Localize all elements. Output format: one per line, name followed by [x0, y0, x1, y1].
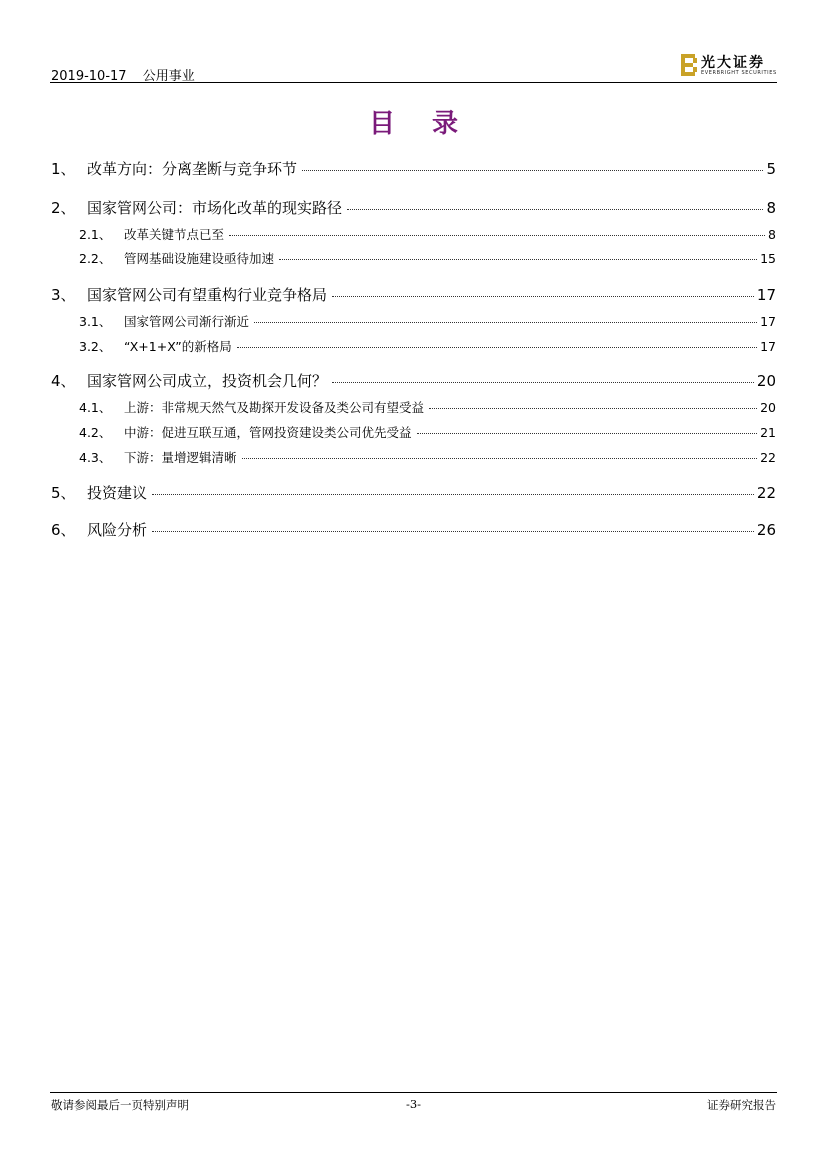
toc-entry[interactable] — [51, 197, 776, 218]
toc-page: 26 — [756, 521, 776, 539]
toc-page: 22 — [760, 450, 776, 465]
toc-number: 4.2、 — [79, 425, 112, 440]
page-title: 目 录 — [368, 109, 473, 139]
toc-page: 15 — [760, 251, 776, 266]
toc-entry[interactable] — [51, 225, 776, 243]
toc-leader — [332, 296, 754, 297]
toc-page: 8 — [768, 227, 776, 242]
toc-title: 国家管网公司成立，投资机会几何？ — [87, 372, 328, 390]
toc-page: 22 — [756, 484, 776, 502]
toc-page: 20 — [756, 372, 776, 390]
toc-page: 17 — [760, 339, 776, 354]
toc-title: 管网基础设施建设亟待加速 — [124, 251, 275, 266]
toc-leader — [254, 322, 757, 323]
toc-entry[interactable] — [51, 423, 776, 441]
toc-leader — [229, 235, 765, 236]
toc-leader — [417, 433, 758, 434]
toc-leader — [347, 209, 763, 210]
footer-report-type: 证券研究报告 — [707, 1098, 776, 1112]
footer-disclaimer: 敬请参阅最后一页特别声明 — [51, 1098, 189, 1112]
footer-page-number: -3- — [405, 1097, 422, 1111]
toc-number: 3.1、 — [79, 314, 112, 329]
toc-page: 17 — [760, 314, 776, 329]
toc-page: 17 — [756, 286, 776, 304]
footer-divider — [50, 1092, 777, 1093]
toc-number: 2、 — [51, 199, 76, 217]
toc-title: 投资建议 — [87, 484, 148, 502]
toc-entry[interactable] — [51, 312, 776, 330]
toc-number: 4.1、 — [79, 400, 112, 415]
toc-leader — [302, 170, 763, 171]
toc-title: 改革关键节点已至 — [124, 227, 225, 242]
toc-leader — [152, 494, 754, 495]
toc-title: 风险分析 — [87, 521, 148, 539]
toc-entry[interactable] — [51, 482, 776, 503]
logo-name-cn: 光大证券 — [701, 55, 765, 71]
toc-entry[interactable] — [51, 448, 776, 466]
toc-page: 5 — [766, 160, 776, 178]
toc-title: 上游：非常规天然气及勘探开发设备及类公司有望受益 — [124, 400, 425, 415]
toc-page: 21 — [760, 425, 776, 440]
report-date: 2019-10-17 — [51, 69, 127, 84]
toc-page: 20 — [760, 400, 776, 415]
toc-title: 中游：促进互联互通，管网投资建设类公司优先受益 — [124, 425, 412, 440]
toc-title: 国家管网公司有望重构行业竞争格局 — [87, 286, 328, 304]
toc-number: 1、 — [51, 160, 76, 178]
everbright-logo — [680, 52, 775, 80]
toc-number: 3、 — [51, 286, 76, 304]
toc-page: 8 — [766, 199, 776, 217]
toc-entry[interactable] — [51, 284, 776, 305]
toc-number: 3.2、 — [79, 339, 112, 354]
toc-entry[interactable] — [51, 519, 776, 540]
toc-entry[interactable] — [51, 337, 776, 355]
report-sector: 公用事业 — [142, 69, 195, 84]
toc-entry[interactable] — [51, 398, 776, 416]
toc-number: 2.2、 — [79, 251, 112, 266]
toc-title: “X+1+X”的新格局 — [124, 339, 232, 354]
header-divider — [50, 82, 777, 83]
toc-number: 5、 — [51, 484, 76, 502]
toc-number: 4、 — [51, 372, 76, 390]
toc-title: 下游：量增逻辑清晰 — [124, 450, 237, 465]
toc-leader — [152, 531, 754, 532]
toc-number: 6、 — [51, 521, 76, 539]
toc-title: 国家管网公司渐行渐近 — [124, 314, 250, 329]
toc-leader — [279, 259, 757, 260]
toc-title: 改革方向：分离垄断与竞争环节 — [87, 160, 298, 178]
toc-leader — [242, 458, 758, 459]
toc-entry[interactable] — [51, 249, 776, 267]
toc-leader — [237, 347, 757, 348]
toc-entry[interactable] — [51, 158, 776, 179]
everbright-logo-icon — [680, 53, 698, 77]
toc-number: 4.3、 — [79, 450, 112, 465]
toc-number: 2.1、 — [79, 227, 112, 242]
toc-leader — [332, 382, 754, 383]
page-header — [50, 52, 777, 82]
toc-title: 国家管网公司：市场化改革的现实路径 — [87, 199, 343, 217]
toc-leader — [429, 408, 757, 409]
toc-entry[interactable] — [51, 370, 776, 391]
logo-name-en: EVERBRIGHT SECURITIES — [701, 70, 777, 76]
